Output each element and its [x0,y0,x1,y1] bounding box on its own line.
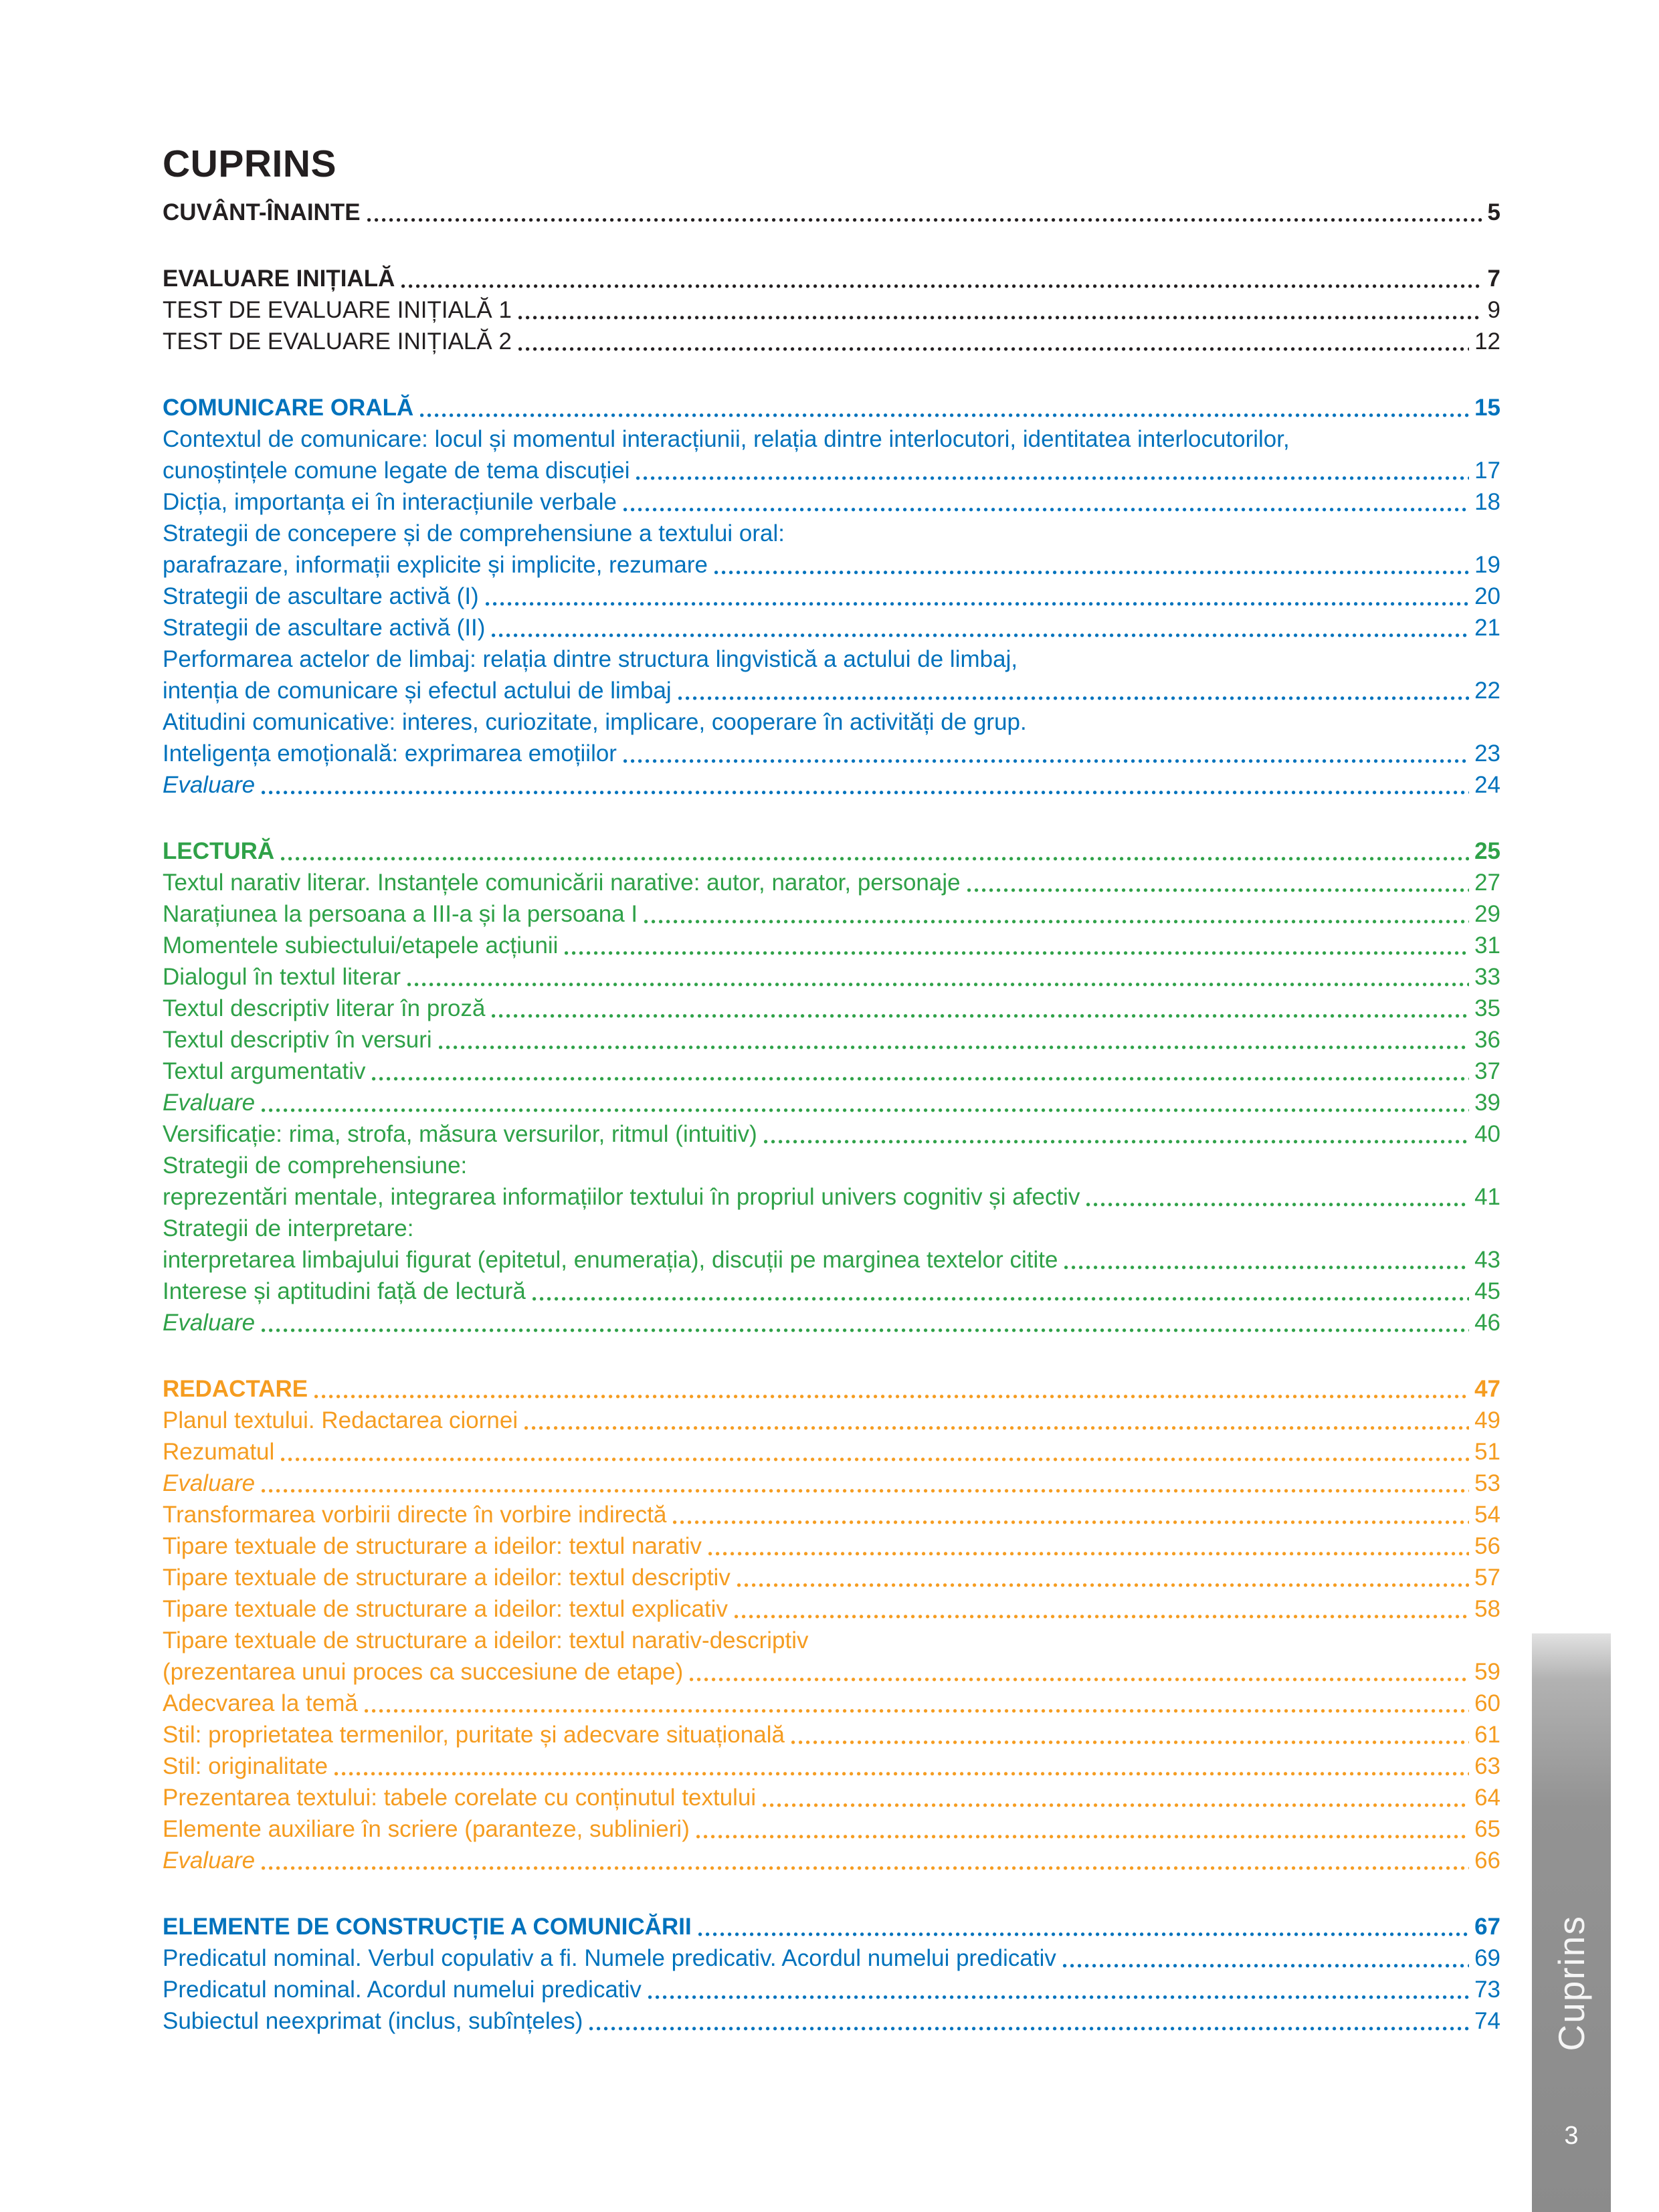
dot-leader [763,1782,1469,1813]
toc-section-comunicare-orala [163,392,1500,801]
dot-leader [492,993,1469,1024]
dot-leader [698,1911,1469,1942]
dot-leader [262,769,1469,801]
toc-entry [163,1719,1500,1750]
dot-leader [1086,1181,1469,1213]
toc-entry-last-line [163,1593,1500,1625]
toc-entry-text: Tipare textuale de structurare a ideilor: textul narativ-descriptiv [163,1627,809,1653]
toc-entry-last-line [163,1405,1500,1436]
toc-entry-last-line [163,1688,1500,1719]
toc-entry-text: Prezentarea textului: tabele corelate cu conținutul textului [163,1785,757,1811]
toc-entry-text: Evaluare [163,1470,256,1496]
toc-entry [163,1750,1500,1782]
dot-leader [314,1373,1469,1405]
toc-entry-text: Momentele subiectului/etapele acțiunii [163,932,559,959]
toc-entry-page: 15 [1474,395,1500,421]
toc-entry-page: 60 [1474,1690,1500,1716]
dot-leader [678,675,1469,706]
toc-entry-text: Stil: proprietatea termenilor, puritate și adecvare situațională [163,1722,785,1748]
dot-leader [334,1750,1469,1782]
dot-leader [492,612,1469,643]
toc-entry-page: 23 [1474,740,1500,767]
toc-entry [163,1782,1500,1813]
dot-leader [737,1562,1469,1593]
toc-entry-text: Rezumatul [163,1439,275,1465]
toc-entry-last-line [163,1845,1500,1876]
toc-entry [163,486,1500,518]
toc-entry-text: Subiectul neexprimat (inclus, subînțeles) [163,2008,583,2034]
toc-entry [163,1307,1500,1338]
toc-entry-page: 31 [1474,932,1500,959]
toc-entry [163,898,1500,930]
toc-section-redactare [163,1373,1500,1876]
toc-entry-text: CUVÂNT-ÎNAINTE [163,199,361,225]
toc-entry [163,1625,1500,1688]
toc-entry-last-line [163,961,1500,993]
toc-entry-text: REDACTARE [163,1376,308,1402]
dot-leader [565,930,1469,961]
toc-entry-last-line [163,1055,1500,1087]
toc-entry-text: parafrazare, informații explicite și implicite, rezumare [163,552,708,578]
toc-entry-page: 65 [1474,1816,1500,1842]
dot-leader [696,1813,1469,1845]
toc-entry-last-line [163,326,1500,357]
toc-entry [163,1436,1500,1468]
toc-entry-last-line [163,738,1500,769]
toc-entry-page: 37 [1474,1058,1500,1084]
dot-leader [708,1530,1469,1562]
dot-leader [524,1405,1469,1436]
toc-entry-text: LECTURĂ [163,838,275,864]
toc-entry-last-line [163,1499,1500,1530]
toc-entry-page: 9 [1487,297,1500,323]
toc-entry-text: Textul narativ literar. Instanțele comunicării narative: autor, narator, personaje [163,870,961,896]
toc-entry-page: 66 [1474,1847,1500,1874]
dot-leader [407,961,1469,993]
toc-entry-page: 59 [1474,1659,1500,1685]
toc-entry [163,769,1500,801]
toc-entry [163,961,1500,993]
toc-entry [163,1562,1500,1593]
toc-entry-page: 18 [1474,489,1500,515]
dot-leader [420,392,1469,423]
toc-entry-text: Strategii de ascultare activă (I) [163,583,479,609]
toc-entry-last-line [163,1813,1500,1845]
toc-entry-text: Atitudini comunicative: interes, curiozitate, implicare, cooperare în activități de grup. [163,709,1027,735]
toc-entry-text: Adecvarea la temă [163,1690,358,1716]
dot-leader [367,197,1482,228]
toc-entry-last-line [163,549,1500,581]
toc-entry-page: 53 [1474,1470,1500,1496]
toc-entry-text: Strategii de ascultare activă (II) [163,615,486,641]
toc-entry [163,294,1500,326]
toc-entry-text: Predicatul nominal. Acordul numelui predicativ [163,1977,642,2003]
toc-entry-page: 43 [1474,1247,1500,1273]
toc-entry [163,643,1500,706]
toc-entry-last-line [163,1024,1500,1055]
toc-entry-page: 47 [1474,1376,1500,1402]
toc-entry-last-line [163,1087,1500,1118]
dot-leader [623,486,1469,518]
toc-entry-text: Dialogul în textul literar [163,964,401,990]
dot-leader [486,581,1469,612]
toc-entry-page: 25 [1474,838,1500,864]
toc-entry-text: Evaluare [163,1847,256,1874]
toc-entry-text: intenția de comunicare și efectul actului de limbaj [163,678,672,704]
toc-entry [163,1911,1500,1942]
toc-entry-page: 49 [1474,1407,1500,1433]
toc-entry [163,993,1500,1024]
toc-entry [163,197,1500,228]
toc-entry-last-line [163,1307,1500,1338]
toc-entry-text: Inteligența emoțională: exprimarea emoțiilor [163,740,617,767]
toc-entry [163,612,1500,643]
toc-entry-text: Evaluare [163,1090,256,1116]
toc-entry [163,867,1500,898]
toc-entry-page: 21 [1474,615,1500,641]
toc-entry [163,263,1500,294]
toc-content [163,142,1500,2037]
toc-entry-text: Evaluare [163,772,256,798]
toc-entry-last-line [163,1750,1500,1782]
toc-entry-text: Strategii de concepere și de comprehensiune a textului oral: [163,520,785,546]
toc-entry-last-line [163,993,1500,1024]
toc-entry-page: 57 [1474,1565,1500,1591]
dot-leader [262,1468,1469,1499]
dot-leader [967,867,1469,898]
toc-entry-text: Performarea actelor de limbaj: relația dintre structura lingvistică a actului de limbaj, [163,646,1018,672]
toc-entry-last-line [163,1911,1500,1942]
toc-entry [163,1213,1500,1276]
toc-entry-text: Textul descriptiv literar în proză [163,995,486,1021]
toc-entry-text: Textul argumentativ [163,1058,366,1084]
dot-leader [1064,1244,1469,1276]
dot-leader [673,1499,1469,1530]
toc-entry-text: Strategii de comprehensiune: [163,1152,468,1179]
toc-entry-page: 33 [1474,964,1500,990]
toc-entry-text: (prezentarea unui proces ca succesiune de etape) [163,1659,684,1685]
toc-entry-text: Tipare textuale de structurare a ideilor: textul descriptiv [163,1565,730,1591]
toc-entry-last-line [163,1942,1500,1974]
toc-entry [163,1942,1500,1974]
dot-leader [589,2005,1469,2037]
toc-entry-last-line [163,1118,1500,1150]
toc-entry-text: Stil: originalitate [163,1753,328,1779]
dot-leader [518,326,1469,357]
toc-entry [163,1373,1500,1405]
dot-leader [623,738,1469,769]
toc-entry-last-line [163,1244,1500,1276]
toc-entry-page: 5 [1487,199,1500,225]
toc-entry-last-line [163,1436,1500,1468]
toc-entry [163,1813,1500,1845]
toc-entry [163,930,1500,961]
toc-entry-last-line [163,835,1500,867]
toc-entry-text: Dicția, importanța ei în interacțiunile verbale [163,489,617,515]
dot-leader [690,1656,1469,1688]
toc-entry-page: 20 [1474,583,1500,609]
dot-leader [365,1688,1469,1719]
toc-entry-page: 74 [1474,2008,1500,2034]
toc-entry-page: 73 [1474,1977,1500,2003]
toc-entry [163,1593,1500,1625]
dot-leader [644,898,1469,930]
toc-entry-text: Contextul de comunicare: locul și momentul interacțiunii, relația dintre interlocutori, identitatea interlocutorilor, [163,426,1290,452]
toc-entry-page: 58 [1474,1596,1500,1622]
dot-leader [648,1974,1469,2005]
dot-leader [281,1436,1469,1468]
toc-entry [163,1530,1500,1562]
dot-leader [281,835,1469,867]
toc-entry-last-line [163,2005,1500,2037]
toc-entry-text: Planul textului. Redactarea ciornei [163,1407,518,1433]
toc-entry-page: 36 [1474,1027,1500,1053]
toc-entry-text: EVALUARE INIȚIALĂ [163,266,395,292]
toc-entry [163,326,1500,357]
toc-entry-page: 24 [1474,772,1500,798]
toc-entry [163,1688,1500,1719]
toc-entry-page: 17 [1474,458,1500,484]
toc-entry-last-line [163,867,1500,898]
toc-entry [163,1087,1500,1118]
toc-entry-text: Elemente auxiliare în scriere (paranteze, sublinieri) [163,1816,690,1842]
toc-entry-last-line [163,1974,1500,2005]
page-number: 3 [1564,2122,1579,2150]
toc-entry [163,1276,1500,1307]
dot-leader [532,1276,1469,1307]
toc-entry-last-line [163,1276,1500,1307]
toc-entry-page: 22 [1474,678,1500,704]
toc-entry-last-line [163,1468,1500,1499]
toc-section-evaluare-initiala [163,263,1500,357]
toc-entry-page: 64 [1474,1785,1500,1811]
dot-leader [764,1118,1469,1150]
toc-entry-page: 29 [1474,901,1500,927]
toc-entry [163,1024,1500,1055]
toc-entry-page: 69 [1474,1945,1500,1971]
toc-entry-text: Strategii de interpretare: [163,1215,414,1241]
toc-entry-page: 46 [1474,1310,1500,1336]
toc-entry-text: Evaluare [163,1310,256,1336]
toc-entry-text: Tipare textuale de structurare a ideilor: textul narativ [163,1533,702,1559]
toc-entry-text: ELEMENTE DE CONSTRUCȚIE A COMUNICĂRII [163,1914,692,1940]
toc-entry-page: 67 [1474,1914,1500,1940]
toc-entry-last-line [163,1719,1500,1750]
dot-leader [372,1055,1469,1087]
toc-entry [163,1974,1500,2005]
toc-entry-text: reprezentări mentale, integrarea informațiilor textului în propriul univers cognitiv și afectiv [163,1184,1080,1210]
toc-list [163,197,1500,2037]
toc-entry-last-line [163,197,1500,228]
toc-entry-last-line [163,1782,1500,1813]
toc-entry-text: Tipare textuale de structurare a ideilor: textul explicativ [163,1596,728,1622]
toc-section-cuvant-inainte [163,197,1500,228]
toc-entry [163,1118,1500,1150]
toc-entry [163,1150,1500,1213]
dot-leader [735,1593,1469,1625]
toc-entry-last-line [163,769,1500,801]
toc-entry-page: 12 [1474,328,1500,355]
toc-entry-last-line [163,675,1500,706]
toc-entry-text: Textul descriptiv în versuri [163,1027,432,1053]
toc-entry-last-line [163,486,1500,518]
dot-leader [518,294,1482,326]
toc-entry-last-line [163,898,1500,930]
toc-entry-last-line [163,1656,1500,1688]
toc-entry [163,392,1500,423]
toc-entry-text: TEST DE EVALUARE INIȚIALĂ 1 [163,297,512,323]
dot-leader [791,1719,1469,1750]
toc-entry-page: 51 [1474,1439,1500,1465]
toc-entry [163,1845,1500,1876]
dot-leader [439,1024,1469,1055]
toc-entry-last-line [163,1530,1500,1562]
toc-entry [163,1499,1500,1530]
toc-section-elemente-de-constructie [163,1911,1500,2037]
toc-entry-last-line [163,455,1500,486]
dot-leader [714,549,1469,581]
toc-entry-page: 45 [1474,1278,1500,1304]
toc-entry-page: 61 [1474,1722,1500,1748]
chapter-side-tab [1532,1633,1611,2212]
toc-entry-page: 27 [1474,870,1500,896]
dot-leader [401,263,1482,294]
toc-entry-page: 63 [1474,1753,1500,1779]
toc-entry-text: Versificație: rima, strofa, măsura versurilor, ritmul (intuitiv) [163,1121,757,1147]
toc-entry-last-line [163,392,1500,423]
toc-entry-page: 7 [1487,266,1500,292]
toc-entry [163,1468,1500,1499]
toc-entry-last-line [163,1562,1500,1593]
toc-entry-page: 19 [1474,552,1500,578]
toc-entry [163,518,1500,581]
dot-leader [262,1087,1469,1118]
toc-entry-last-line [163,1373,1500,1405]
dot-leader [636,455,1469,486]
toc-section-lectura [163,835,1500,1338]
toc-entry-last-line [163,294,1500,326]
page-title: CUPRINS [163,142,337,185]
toc-entry-page: 40 [1474,1121,1500,1147]
toc-entry-last-line [163,581,1500,612]
dot-leader [262,1845,1469,1876]
toc-entry [163,1405,1500,1436]
side-tab-label: Cuprins [1551,1915,1592,2051]
toc-entry [163,423,1500,486]
toc-entry [163,2005,1500,2037]
toc-entry-text: TEST DE EVALUARE INIȚIALĂ 2 [163,328,512,355]
toc-entry-page: 41 [1474,1184,1500,1210]
toc-entry-last-line [163,1181,1500,1213]
toc-entry-last-line [163,263,1500,294]
toc-entry [163,1055,1500,1087]
toc-entry-text: Interese și aptitudini față de lectură [163,1278,526,1304]
toc-entry-text: Transformarea vorbirii directe în vorbire indirectă [163,1502,667,1528]
toc-entry [163,706,1500,769]
toc-entry-last-line [163,930,1500,961]
toc-entry-page: 54 [1474,1502,1500,1528]
toc-entry [163,581,1500,612]
toc-entry-last-line [163,612,1500,643]
toc-entry-text: cunoștințele comune legate de tema discuției [163,458,630,484]
toc-entry-page: 56 [1474,1533,1500,1559]
toc-entry-page: 39 [1474,1090,1500,1116]
toc-entry-text: Predicatul nominal. Verbul copulativ a fi. Numele predicativ. Acordul numelui predicativ [163,1945,1056,1971]
toc-entry-page: 35 [1474,995,1500,1021]
dot-leader [1063,1942,1469,1974]
toc-entry-text: interpretarea limbajului figurat (epitetul, enumerația), discuții pe marginea textelor citite [163,1247,1058,1273]
toc-entry-text: COMUNICARE ORALĂ [163,395,414,421]
toc-entry [163,835,1500,867]
dot-leader [262,1307,1469,1338]
toc-entry-text: Narațiunea la persoana a III-a și la persoana I [163,901,638,927]
